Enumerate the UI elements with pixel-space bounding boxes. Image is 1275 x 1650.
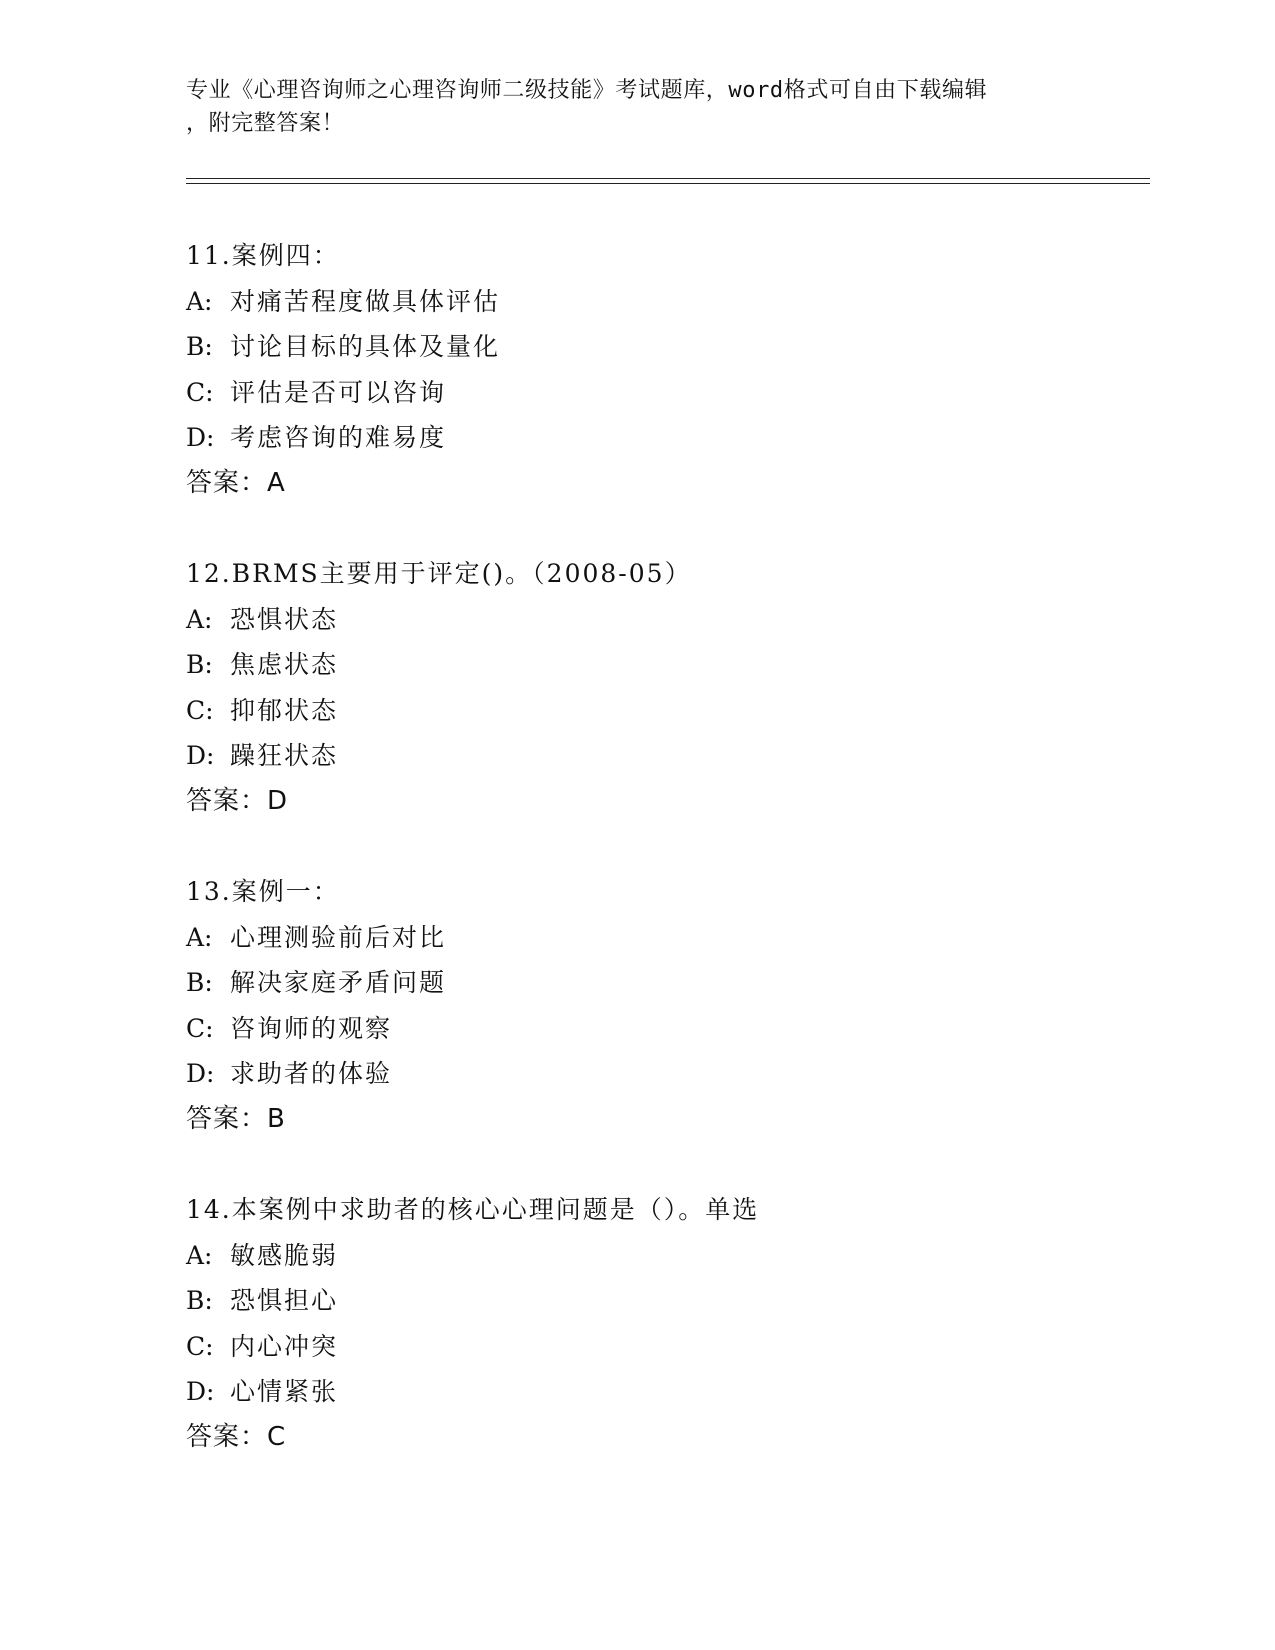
option-text: 恐惧担心 <box>230 1286 339 1315</box>
option-c <box>186 1324 1086 1370</box>
option-label: B: <box>186 1286 213 1315</box>
option-c <box>186 1006 1086 1052</box>
option-label: A: <box>186 604 213 634</box>
option-b <box>186 960 1086 1006</box>
option-label: C: <box>186 695 214 725</box>
option-label: D: <box>186 741 215 770</box>
option-text: 评估是否可以咨询 <box>230 377 447 407</box>
option-d <box>186 1369 1086 1415</box>
question-stem: 12.BRMS主要用于评定()。（2008-05） <box>186 559 692 588</box>
question-block <box>186 1187 1086 1460</box>
answer-line: 答案：C <box>186 1421 287 1452</box>
header-divider-bottom <box>186 183 1150 184</box>
header-line-2: ，附完整答案！ <box>186 111 345 136</box>
option-a <box>186 1233 1086 1279</box>
option-text: 心情紧张 <box>230 1377 339 1406</box>
option-text: 内心冲突 <box>230 1331 339 1361</box>
option-text: 恐惧状态 <box>230 604 339 634</box>
option-a <box>186 597 1086 643</box>
option-text: 解决家庭矛盾问题 <box>230 968 447 997</box>
question-stem: 13.案例一： <box>186 877 340 906</box>
option-b <box>186 642 1086 688</box>
option-label: A: <box>186 286 213 316</box>
question-block <box>186 233 1086 506</box>
option-label: A: <box>186 1240 213 1270</box>
question-stem: 14.本案例中求助者的核心心理问题是（）。单选 <box>186 1195 760 1224</box>
header-divider-top <box>186 178 1150 179</box>
question-block <box>186 869 1086 1142</box>
option-c <box>186 688 1086 734</box>
option-b <box>186 324 1086 370</box>
option-label: B: <box>186 650 213 679</box>
question-stem: 11.案例四： <box>186 241 340 270</box>
option-label: D: <box>186 1059 215 1088</box>
question-block <box>186 551 1086 824</box>
option-label: C: <box>186 377 214 407</box>
option-text: 咨询师的观察 <box>230 1013 393 1043</box>
option-label: B: <box>186 968 213 997</box>
option-text: 讨论目标的具体及量化 <box>230 332 501 361</box>
option-label: B: <box>186 332 213 361</box>
option-label: A: <box>186 922 213 952</box>
answer-line: 答案：A <box>186 467 286 498</box>
option-text: 对痛苦程度做具体评估 <box>230 286 501 316</box>
option-text: 焦虑状态 <box>230 650 339 679</box>
option-text: 躁狂状态 <box>230 741 339 770</box>
document-header <box>186 74 1086 140</box>
option-text: 求助者的体验 <box>230 1059 393 1088</box>
option-c <box>186 370 1086 416</box>
option-label: C: <box>186 1331 214 1361</box>
option-d <box>186 415 1086 461</box>
option-text: 抑郁状态 <box>230 695 339 725</box>
option-text: 考虑咨询的难易度 <box>230 423 447 452</box>
option-label: C: <box>186 1013 214 1043</box>
header-line-1: 专业《心理咨询师之心理咨询师二级技能》考试题库，word格式可自由下载编辑 <box>186 78 988 103</box>
option-b <box>186 1278 1086 1324</box>
option-a <box>186 279 1086 325</box>
answer-line: 答案：D <box>186 785 289 816</box>
option-label: D: <box>186 1377 215 1406</box>
option-text: 敏感脆弱 <box>230 1240 339 1270</box>
option-d <box>186 733 1086 779</box>
option-a <box>186 915 1086 961</box>
option-d <box>186 1051 1086 1097</box>
option-text: 心理测验前后对比 <box>230 922 447 952</box>
answer-line: 答案：B <box>186 1103 286 1134</box>
option-label: D: <box>186 423 215 452</box>
